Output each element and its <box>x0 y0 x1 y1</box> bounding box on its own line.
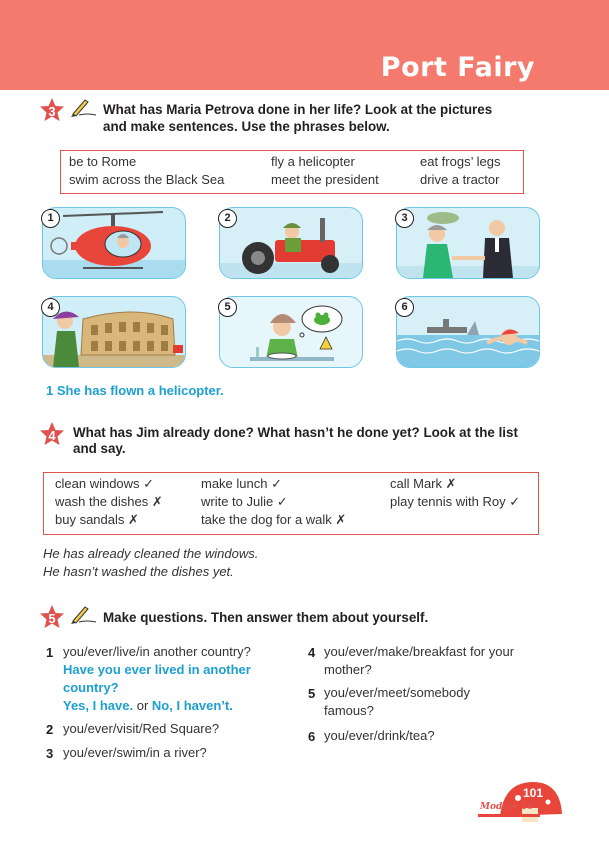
ex4-example-line1: He has already cleaned the windows. <box>43 546 259 561</box>
phrase: eat frogs’ legs <box>420 154 501 169</box>
phrase: swim across the Black Sea <box>69 172 225 187</box>
question-text: mother? <box>324 662 372 677</box>
todo-item: buy sandals ✗ <box>55 512 139 527</box>
picture-helicopter <box>42 207 186 279</box>
picture-tractor <box>219 207 363 279</box>
question-number: 1 <box>46 645 54 660</box>
ex4-instruction-line2: and say. <box>73 441 126 456</box>
phrase: drive a tractor <box>420 172 500 187</box>
question-number: 2 <box>46 722 54 737</box>
exercise-number-badge: 3 <box>38 97 66 125</box>
question-text: you/ever/meet/somebody <box>324 685 470 700</box>
todo-item: clean windows ✓ <box>55 476 155 491</box>
question-number: 3 <box>46 746 54 761</box>
phrase: meet the president <box>271 172 379 187</box>
ex4-example-line2: He hasn’t washed the dishes yet. <box>43 564 234 579</box>
question-text: you/ever/visit/Red Square? <box>63 721 220 736</box>
picture-meeting <box>396 207 540 279</box>
phrase: fly a helicopter <box>271 154 355 169</box>
question-text: you/ever/live/in another country? <box>63 644 251 659</box>
todo-item: take the dog for a walk ✗ <box>201 512 347 527</box>
question-number: 6 <box>308 729 316 744</box>
phrase: be to Rome <box>69 154 137 169</box>
question-text: famous? <box>324 703 374 718</box>
ex5-instruction: Make questions. Then answer them about yourself. <box>103 610 429 625</box>
page-number: 101 <box>522 786 544 800</box>
exercise-number-badge: 4 <box>38 421 66 449</box>
picture-number: 3 <box>395 209 414 228</box>
question-text: you/ever/drink/tea? <box>324 728 435 743</box>
question-text: you/ever/make/breakfast for your <box>324 644 515 659</box>
writing-pencil-icon <box>70 603 98 625</box>
module-label: Module 10 <box>480 802 534 812</box>
picture-number: 6 <box>395 298 414 317</box>
picture-swimming <box>396 296 540 368</box>
todo-item: write to Julie ✓ <box>201 494 288 509</box>
picture-number: 5 <box>218 298 237 317</box>
ex3-instruction-line1: What has Maria Petrova done in her life? Look at the pictures <box>103 102 493 117</box>
picture-number: 4 <box>41 298 60 317</box>
picture-number: 2 <box>218 209 237 228</box>
picture-number: 1 <box>41 209 60 228</box>
page-footer-badge <box>478 778 564 826</box>
ex4-instruction-line1: What has Jim already done? What hasn’t he done yet? Look at the list <box>73 425 518 440</box>
answer-or: or <box>136 698 149 713</box>
answer-question-line1: Have you ever lived in another <box>63 662 251 677</box>
answer-question-line2: country? <box>63 680 119 695</box>
todo-item: make lunch ✓ <box>201 476 282 491</box>
picture-rome <box>42 296 186 368</box>
todo-item: wash the dishes ✗ <box>55 494 163 509</box>
answer-no: No, I haven’t. <box>151 698 233 713</box>
picture-frogs-legs <box>219 296 363 368</box>
question-number: 4 <box>308 645 316 660</box>
page-title: Port Fairy <box>380 52 535 83</box>
answer-short-line <box>63 697 233 715</box>
question-text: you/ever/swim/in a river? <box>63 745 207 760</box>
writing-pencil-icon <box>70 96 98 118</box>
todo-item: play tennis with Roy ✓ <box>390 494 521 509</box>
answer-yes: Yes, I have. <box>63 698 134 713</box>
ex3-example-answer: 1 She has flown a helicopter. <box>46 383 224 398</box>
todo-item: call Mark ✗ <box>390 476 457 491</box>
question-number: 5 <box>308 686 316 701</box>
header-band <box>0 0 609 90</box>
ex3-instruction-line2: and make sentences. Use the phrases below. <box>103 119 390 134</box>
exercise-number-badge: 5 <box>38 604 66 632</box>
